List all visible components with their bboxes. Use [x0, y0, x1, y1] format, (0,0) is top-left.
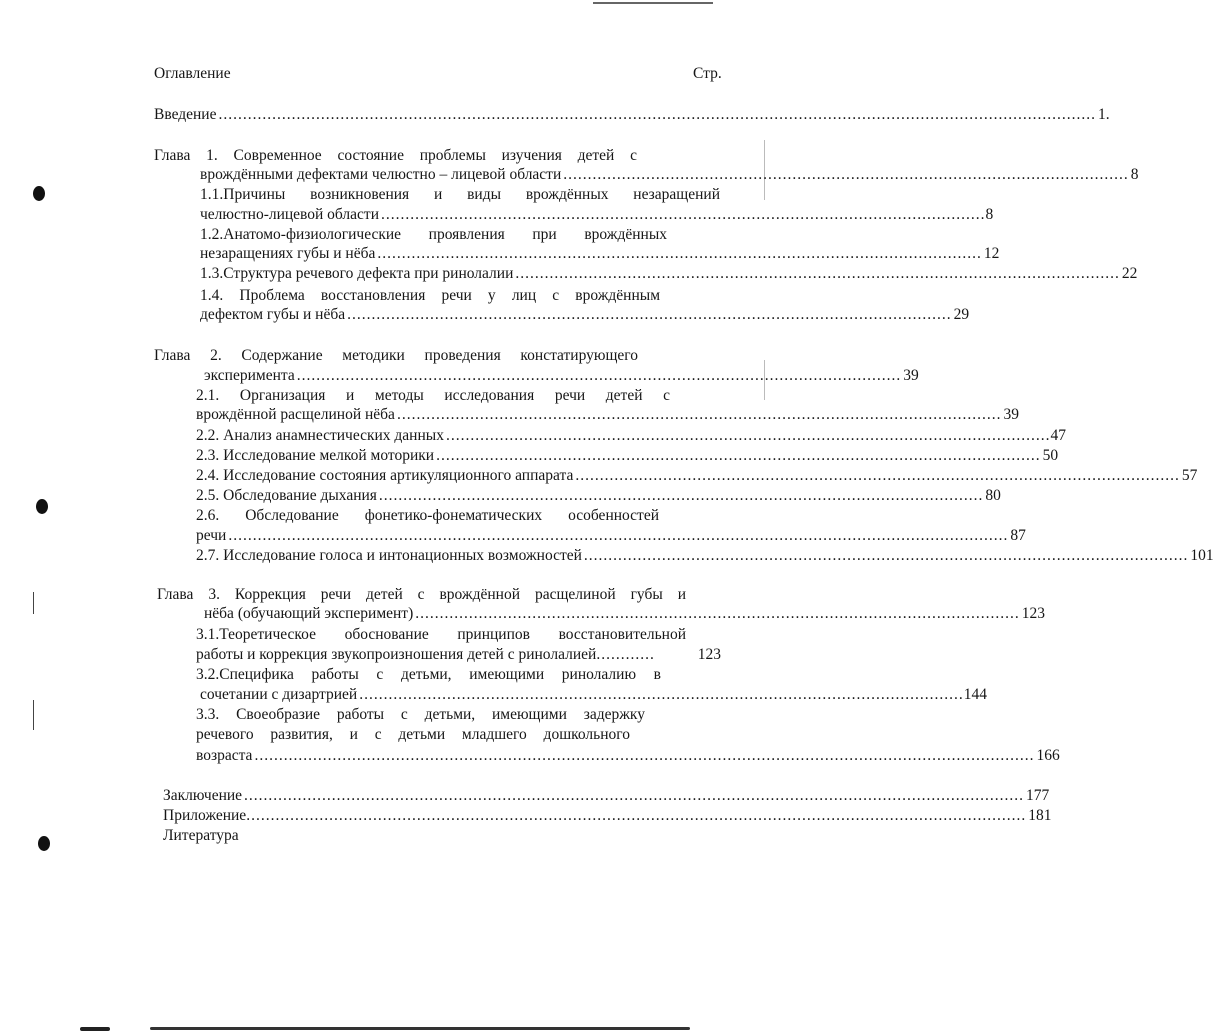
leader-dots: ............	[596, 646, 655, 663]
leader-dots: ................................................................................................................................................................	[254, 747, 1035, 764]
toc-chapter-3-page: 123	[1021, 605, 1045, 622]
leader-dots: ............................................................................................................................	[415, 605, 1020, 622]
toc-section-2-1-line1[interactable]: 2.1. Организация и методы исследования речи детей с	[196, 387, 670, 404]
leader-dots: ............................................................................................................................	[296, 367, 902, 384]
leader-dots: ............................................................................................................................	[377, 245, 982, 262]
toc-chapter-3-title-line2: нёба (обучающий эксперимент)	[204, 605, 414, 622]
binder-hole-top	[33, 186, 45, 201]
toc-section-3-3-line2[interactable]: речевого развития, и с детьми младшего дошкольного	[196, 726, 630, 743]
toc-section-2-3-page: 50	[1042, 447, 1059, 464]
toc-chapter-2-title-line2: эксперимента	[204, 367, 295, 384]
toc-section-1-2-line1[interactable]: 1.2.Анатомо-физиологические проявления при врождённых	[200, 226, 667, 243]
scan-bottom-edge-mark-mid	[150, 1027, 690, 1030]
toc-section-2-3[interactable]	[196, 446, 1059, 465]
toc-section-3-1-line1[interactable]: 3.1.Теоретическое обоснование принципов восстановительной	[196, 626, 686, 643]
toc-section-2-3-title: 2.3. Исследование мелкой моторики	[196, 447, 435, 464]
scan-bottom-edge-mark-left	[80, 1027, 110, 1031]
toc-section-3-3-line1[interactable]: 3.3. Своеобразие работы с детьми, имеющими задержку	[196, 706, 645, 723]
toc-section-2-7-page: 101	[1190, 547, 1214, 564]
toc-entry-literature[interactable]: Литература	[163, 827, 239, 844]
toc-heading: Оглавление	[154, 65, 231, 82]
leader-dots: ................................................................................................................................................................	[246, 807, 1027, 824]
scan-top-edge-mark	[593, 2, 713, 4]
toc-section-2-5-page: 80	[985, 487, 1001, 504]
toc-section-3-2-line1[interactable]: 3.2.Специфика работы с детьми, имеющими ринолалию в	[196, 666, 661, 683]
leader-dots: ............................................................................................................................	[378, 487, 984, 504]
toc-chapter-1-title-line1[interactable]: Глава 1. Современное состояние проблемы изучения детей с	[154, 147, 637, 164]
page-column-label: Стр.	[693, 65, 722, 82]
binder-hole-bottom	[38, 836, 50, 851]
toc-section-2-4-title: 2.4. Исследование состояния артикуляционного аппарата	[196, 467, 574, 484]
toc-section-3-2-page: 144	[963, 686, 987, 703]
toc-chapter-1-title-line2: врождёнными дефектами челюстно – лицевой области	[200, 166, 562, 183]
toc-entry-intro-title: Введение	[154, 106, 217, 123]
toc-entry-intro[interactable]	[154, 105, 1110, 124]
toc-entry-intro-page: 1.	[1097, 106, 1110, 123]
toc-section-1-1-line1[interactable]: 1.1.Причины возникновения и виды врождённых незаращений	[200, 186, 720, 203]
binder-hole-middle	[36, 499, 48, 514]
toc-entry-conclusion-title: Заключение	[163, 787, 243, 804]
toc-chapter-2-page: 39	[903, 367, 919, 384]
toc-chapter-1-page: 8	[1130, 166, 1139, 183]
toc-section-2-2-title: 2.2. Анализ анамнестических данных	[196, 427, 444, 444]
toc-entry-conclusion[interactable]	[163, 786, 1050, 805]
toc-section-2-6-line2: речи	[196, 527, 227, 544]
toc-section-1-1[interactable]	[200, 205, 994, 224]
toc-section-3-3-line3: возраста	[196, 747, 253, 764]
toc-section-2-5-title: 2.5. Обследование дыхания	[196, 487, 377, 504]
toc-section-1-3-line1: 1.3.Структура речевого дефекта при ринолалии	[200, 265, 514, 282]
leader-dots: ............................................................................................................................	[445, 427, 1051, 444]
leader-dots: ............................................................................................................................	[359, 686, 964, 703]
toc-section-1-4-page: 29	[953, 306, 970, 323]
toc-entry-conclusion-page: 177	[1026, 787, 1050, 804]
toc-section-2-5[interactable]	[196, 486, 1001, 505]
leader-dots: ............................................................................................................................	[436, 447, 1041, 464]
toc-section-3-2-line2: сочетании с дизартрией	[200, 686, 358, 703]
toc-section-1-1-page: 8	[985, 206, 994, 223]
leader-dots: ............................................................................................................................	[515, 265, 1120, 282]
leader-dots: ............................................................................................................................	[381, 206, 986, 223]
scan-left-edge-mark	[33, 592, 34, 614]
toc-section-3-1-line2: работы и коррекция звукопроизношения детей с ринолалией	[196, 646, 597, 663]
toc-section-2-2-page: 47	[1050, 427, 1066, 444]
toc-section-3-3[interactable]	[196, 746, 1060, 765]
toc-entry-appendix-title: Приложение	[163, 807, 247, 824]
toc-chapter-2-title-line1[interactable]: Глава 2. Содержание методики проведения констатирующего	[154, 347, 638, 364]
toc-section-2-1-line2: врождённой расщелиной нёба	[196, 406, 395, 423]
leader-dots: ....................................................................................................................................................................................	[218, 106, 1096, 123]
toc-entry-appendix-page: 181	[1028, 807, 1052, 824]
toc-section-2-7-title: 2.7. Исследование голоса и интонационных возможностей	[196, 547, 582, 564]
toc-section-1-4[interactable]	[200, 305, 970, 324]
toc-chapter-3[interactable]	[204, 604, 1045, 623]
scan-left-edge-mark-2	[33, 700, 34, 730]
toc-section-1-2-line2: незаращениях губы и нёба	[200, 245, 376, 262]
toc-section-1-2[interactable]	[200, 244, 1000, 263]
leader-dots: ................................................................................................................................................................	[228, 527, 1009, 544]
toc-section-3-1-page: 123	[697, 646, 721, 663]
toc-chapter-3-title-line1[interactable]: Глава 3. Коррекция речи детей с врождённой расщелиной губы и	[157, 586, 686, 603]
leader-dots: ............................................................................................................................	[396, 406, 1002, 423]
toc-section-2-4[interactable]	[196, 466, 1198, 485]
toc-section-3-1[interactable]	[196, 645, 721, 664]
toc-section-1-4-line2: дефектом губы и нёба	[200, 306, 346, 323]
toc-chapter-1[interactable]	[200, 165, 1139, 184]
toc-section-1-3[interactable]	[200, 264, 1138, 283]
leader-dots: ....................................................................................................................	[563, 166, 1129, 183]
toc-section-3-3-page: 166	[1036, 747, 1060, 764]
toc-section-1-2-page: 12	[983, 245, 1000, 262]
leader-dots: ............................................................................................................................	[347, 306, 952, 323]
toc-section-3-2[interactable]	[200, 685, 987, 704]
leader-dots: ................................................................................................................................................................	[244, 787, 1025, 804]
toc-section-2-6[interactable]	[196, 526, 1026, 545]
toc-chapter-2[interactable]	[204, 366, 919, 385]
toc-section-2-6-page: 87	[1010, 527, 1026, 544]
leader-dots: ............................................................................................................................	[583, 547, 1189, 564]
toc-section-2-6-line1[interactable]: 2.6. Обследование фонетико-фонематических особенностей	[196, 507, 659, 524]
toc-section-2-2[interactable]	[196, 426, 1066, 445]
leader-dots: ............................................................................................................................	[575, 467, 1180, 484]
toc-section-1-1-line2: челюстно-лицевой области	[200, 206, 379, 223]
toc-section-2-1-page: 39	[1003, 406, 1019, 423]
toc-entry-appendix[interactable]	[163, 806, 1052, 825]
toc-section-1-3-page: 22	[1121, 265, 1138, 282]
toc-section-2-7[interactable]	[196, 546, 1214, 565]
toc-section-1-4-line1[interactable]: 1.4. Проблема восстановления речи у лиц с врождённым	[200, 287, 660, 304]
toc-section-2-4-page: 57	[1181, 467, 1198, 484]
toc-section-2-1[interactable]	[196, 405, 1019, 424]
